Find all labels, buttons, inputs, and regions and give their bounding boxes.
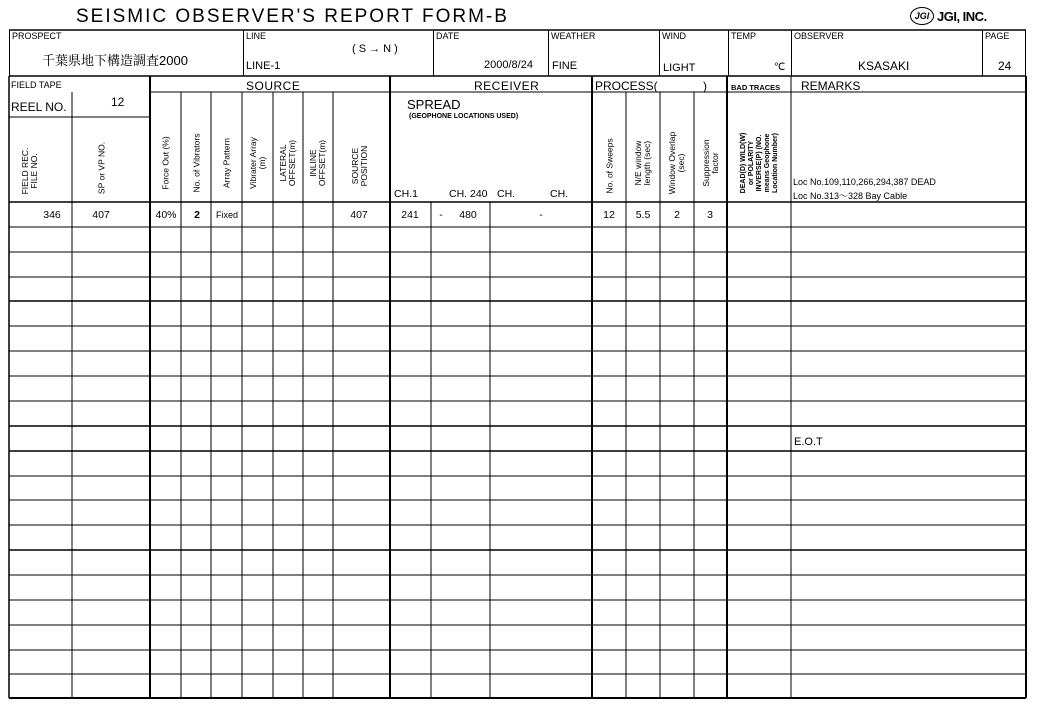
process-section-label: PROCESS( bbox=[595, 79, 658, 93]
line-label: LINE bbox=[246, 31, 267, 41]
jgi-logo-icon: JGI bbox=[910, 7, 934, 25]
page-label: PAGE bbox=[985, 31, 1010, 41]
ch-label: CH. bbox=[497, 188, 516, 200]
col-no-sweeps: No. of Sweeps bbox=[604, 138, 615, 194]
ch240-label: CH. 240 bbox=[449, 188, 488, 200]
temp-unit: ℃ bbox=[774, 62, 786, 73]
cell-suppression: 3 bbox=[707, 209, 713, 221]
source-section-label: SOURCE bbox=[246, 79, 301, 93]
page-field bbox=[982, 30, 1026, 76]
reel-no-label: REEL NO. bbox=[11, 100, 67, 114]
cell-window-overlap: 2 bbox=[674, 209, 680, 221]
cell-force-out: 40% bbox=[155, 209, 177, 221]
process-section-close: ) bbox=[703, 79, 707, 93]
ch-end-label: CH. bbox=[550, 188, 569, 200]
col-window-overlap: Window Overlap (sec) bbox=[667, 131, 686, 195]
col-no-vibrators: No. of Vibrators bbox=[191, 133, 202, 193]
prospect-field bbox=[9, 30, 243, 76]
geophone-label: (GEOPHONE LOCATIONS USED) bbox=[409, 113, 519, 120]
prospect-value: 千葉県地下構造調査2000 bbox=[42, 53, 188, 68]
cell-ch-end: 480 bbox=[459, 209, 477, 221]
date-field bbox=[433, 30, 548, 76]
wind-field bbox=[659, 30, 728, 76]
cell-no-sweeps: 12 bbox=[603, 209, 615, 221]
reel-no-value: 12 bbox=[111, 95, 125, 109]
field-tape-label: FIELD TAPE bbox=[11, 80, 62, 90]
col-lateral-offset: LATERAL OFFSET(m) bbox=[278, 139, 297, 187]
wind-label: WIND bbox=[662, 31, 686, 41]
line-value: LINE-1 bbox=[246, 60, 281, 72]
line-direction: ( S → N ) bbox=[352, 43, 398, 55]
cell-ch-start: 241 bbox=[401, 209, 419, 221]
cell-ne-window: 5.5 bbox=[635, 209, 651, 221]
ch1-label: CH.1 bbox=[394, 188, 418, 200]
weather-label: WEATHER bbox=[551, 31, 596, 41]
col-ne-window: N/E window length (sec) bbox=[633, 140, 652, 186]
col-suppression: Suppression factor bbox=[701, 139, 720, 187]
cell-source-position: 407 bbox=[350, 209, 368, 221]
prospect-label: PROSPECT bbox=[12, 31, 62, 41]
page-value: 24 bbox=[998, 59, 1012, 73]
form-title: SEISMIC OBSERVER'S REPORT FORM-B bbox=[76, 6, 509, 27]
col-inline-offset: INLINE OFFSET(m) bbox=[308, 139, 327, 187]
spread-label: SPREAD bbox=[407, 97, 461, 112]
observer-field bbox=[791, 30, 982, 76]
cell-dash-2: - bbox=[539, 209, 543, 221]
cell-sp-vp: 407 bbox=[92, 209, 110, 221]
temp-field bbox=[728, 30, 791, 76]
observer-value: KSASAKI bbox=[858, 59, 910, 73]
cell-array-pattern: Fixed bbox=[215, 210, 239, 220]
col-array-pattern: Array Pattern bbox=[221, 137, 232, 189]
col-source-position: SOURCE POSITION bbox=[350, 145, 369, 187]
col-vibrator-array: Vibrater Array (m) bbox=[248, 137, 267, 189]
remark-line-2: Loc No.313～328 Bay Cable bbox=[793, 191, 908, 201]
observer-label: OBSERVER bbox=[794, 31, 844, 41]
line-field bbox=[243, 30, 433, 76]
bad-traces-label: BAD TRACES bbox=[731, 83, 781, 92]
temp-label: TEMP bbox=[731, 31, 757, 41]
date-label: DATE bbox=[436, 31, 460, 41]
cell-no-vibrators: 2 bbox=[194, 209, 200, 221]
remarks-label: REMARKS bbox=[801, 79, 861, 93]
weather-value: FINE bbox=[552, 60, 578, 72]
cell-dash-1: - bbox=[439, 209, 443, 221]
remark-line-1: Loc No.109,110,266,294,387 DEAD bbox=[793, 177, 936, 187]
col-force-out: Force Out (%) bbox=[160, 136, 171, 190]
company-name: JGI, INC. bbox=[937, 8, 987, 24]
col-field-rec: FIELD REC. FILE NO. bbox=[20, 147, 39, 195]
remark-eot: E.O.T bbox=[794, 436, 823, 448]
cell-field-rec: 346 bbox=[43, 209, 61, 221]
weather-field bbox=[548, 30, 659, 76]
wind-value: LIGHT bbox=[663, 62, 696, 74]
col-bad-traces-desc: DEAD(D) WILD(W) or POLARITY INVERSE(P) (NO. means Geophone Location Number) bbox=[740, 132, 779, 194]
date-value: 2000/8/24 bbox=[484, 59, 533, 71]
receiver-section-label: RECEIVER bbox=[474, 79, 540, 93]
col-sp-vp: SP or VP NO. bbox=[96, 141, 107, 195]
